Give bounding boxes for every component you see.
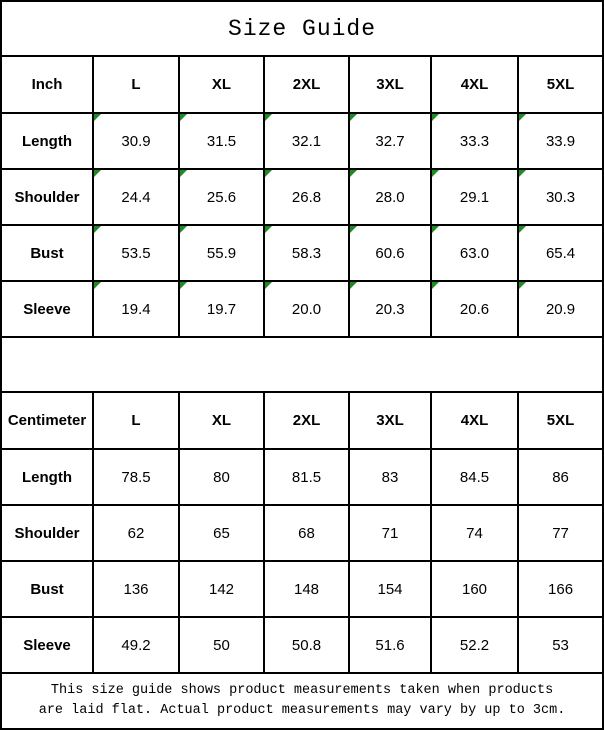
measurement-cell: 33.9: [518, 113, 603, 169]
measurement-cell: 30.9: [93, 113, 179, 169]
measurement-cell: 136: [93, 561, 179, 617]
measurement-cell: 20.3: [349, 281, 431, 337]
measurement-cell: 78.5: [93, 449, 179, 505]
green-corner-triangle-icon: [519, 226, 526, 233]
size-header-cell: 2XL: [264, 392, 349, 449]
measurement-row: [1, 449, 603, 505]
measurement-cell: 20.6: [431, 281, 518, 337]
measurement-cell: 81.5: [264, 449, 349, 505]
footnote-line-2: are laid flat. Actual product measurements may vary by up to 3cm.: [38, 703, 566, 718]
green-corner-triangle-icon: [350, 226, 357, 233]
measurement-cell: 154: [349, 561, 431, 617]
measurement-cell: 62: [93, 505, 179, 561]
measurement-cell: 53.5: [93, 225, 179, 281]
measurement-cell: 30.3: [518, 169, 603, 225]
size-header-cell: 3XL: [349, 392, 431, 449]
unit-header-cell: Inch: [1, 56, 93, 113]
green-corner-triangle-icon: [432, 282, 439, 289]
measurement-cell: 63.0: [431, 225, 518, 281]
footnote-line-1: This size guide shows product measurements taken when products: [50, 682, 554, 698]
green-corner-triangle-icon: [432, 226, 439, 233]
measurement-cell: 26.8: [264, 169, 349, 225]
green-corner-triangle-icon: [432, 170, 439, 177]
size-header-cell: XL: [179, 392, 264, 449]
row-label: Sleeve: [1, 281, 93, 337]
measurement-cell: 60.6: [349, 225, 431, 281]
green-corner-triangle-icon: [94, 114, 101, 121]
footnote-row: [1, 673, 603, 729]
green-corner-triangle-icon: [94, 282, 101, 289]
centimeter-table-header-row: [1, 392, 603, 449]
green-corner-triangle-icon: [350, 282, 357, 289]
measurement-cell: 32.1: [264, 113, 349, 169]
measurement-row: [1, 617, 603, 673]
measurement-cell: 52.2: [431, 617, 518, 673]
spacer-cell: [1, 337, 603, 392]
row-label: Sleeve: [1, 617, 93, 673]
measurement-cell: 33.3: [431, 113, 518, 169]
green-corner-triangle-icon: [265, 114, 272, 121]
measurement-cell: 166: [518, 561, 603, 617]
green-corner-triangle-icon: [94, 226, 101, 233]
measurement-cell: 19.7: [179, 281, 264, 337]
measurement-row: [1, 225, 603, 281]
measurement-cell: 142: [179, 561, 264, 617]
measurement-cell: 148: [264, 561, 349, 617]
measurement-cell: 51.6: [349, 617, 431, 673]
size-header-cell: 4XL: [431, 56, 518, 113]
measurement-cell: 25.6: [179, 169, 264, 225]
measurement-row: [1, 505, 603, 561]
measurement-cell: 65.4: [518, 225, 603, 281]
measurement-cell: 65: [179, 505, 264, 561]
measurement-cell: 29.1: [431, 169, 518, 225]
measurement-row: [1, 281, 603, 337]
size-header-cell: L: [93, 392, 179, 449]
green-corner-triangle-icon: [519, 170, 526, 177]
size-header-cell: 5XL: [518, 56, 603, 113]
green-corner-triangle-icon: [265, 170, 272, 177]
measurement-cell: 49.2: [93, 617, 179, 673]
measurement-cell: 58.3: [264, 225, 349, 281]
measurement-cell: 31.5: [179, 113, 264, 169]
measurement-cell: 20.0: [264, 281, 349, 337]
row-label: Length: [1, 113, 93, 169]
title-row: [1, 1, 603, 56]
green-corner-triangle-icon: [350, 170, 357, 177]
measurement-cell: 50: [179, 617, 264, 673]
row-label: Shoulder: [1, 505, 93, 561]
page-title: Size Guide: [1, 1, 603, 56]
measurement-cell: 84.5: [431, 449, 518, 505]
green-corner-triangle-icon: [180, 282, 187, 289]
measurement-cell: 19.4: [93, 281, 179, 337]
measurement-cell: 86: [518, 449, 603, 505]
measurement-cell: 74: [431, 505, 518, 561]
measurement-cell: 53: [518, 617, 603, 673]
measurement-cell: 28.0: [349, 169, 431, 225]
green-corner-triangle-icon: [180, 114, 187, 121]
measurement-cell: 77: [518, 505, 603, 561]
measurement-row: [1, 561, 603, 617]
measurement-cell: 68: [264, 505, 349, 561]
measurement-cell: 55.9: [179, 225, 264, 281]
row-label: Bust: [1, 561, 93, 617]
size-header-cell: 5XL: [518, 392, 603, 449]
green-corner-triangle-icon: [265, 282, 272, 289]
unit-header-cell: Centimeter: [1, 392, 93, 449]
size-header-cell: 2XL: [264, 56, 349, 113]
size-header-cell: 3XL: [349, 56, 431, 113]
measurement-cell: 20.9: [518, 281, 603, 337]
size-header-cell: L: [93, 56, 179, 113]
green-corner-triangle-icon: [180, 170, 187, 177]
row-label: Bust: [1, 225, 93, 281]
green-corner-triangle-icon: [519, 282, 526, 289]
row-label: Length: [1, 449, 93, 505]
measurement-cell: 32.7: [349, 113, 431, 169]
measurement-cell: 71: [349, 505, 431, 561]
measurement-row: [1, 169, 603, 225]
green-corner-triangle-icon: [432, 114, 439, 121]
green-corner-triangle-icon: [265, 226, 272, 233]
measurement-cell: 50.8: [264, 617, 349, 673]
measurement-cell: 24.4: [93, 169, 179, 225]
size-header-cell: 4XL: [431, 392, 518, 449]
inch-table-header-row: [1, 56, 603, 113]
spacer-row: [1, 337, 603, 392]
green-corner-triangle-icon: [94, 170, 101, 177]
measurement-cell: 83: [349, 449, 431, 505]
green-corner-triangle-icon: [519, 114, 526, 121]
size-header-cell: XL: [179, 56, 264, 113]
footnote: [1, 673, 603, 729]
measurement-cell: 160: [431, 561, 518, 617]
measurement-row: [1, 113, 603, 169]
row-label: Shoulder: [1, 169, 93, 225]
measurement-cell: 80: [179, 449, 264, 505]
green-corner-triangle-icon: [180, 226, 187, 233]
green-corner-triangle-icon: [350, 114, 357, 121]
